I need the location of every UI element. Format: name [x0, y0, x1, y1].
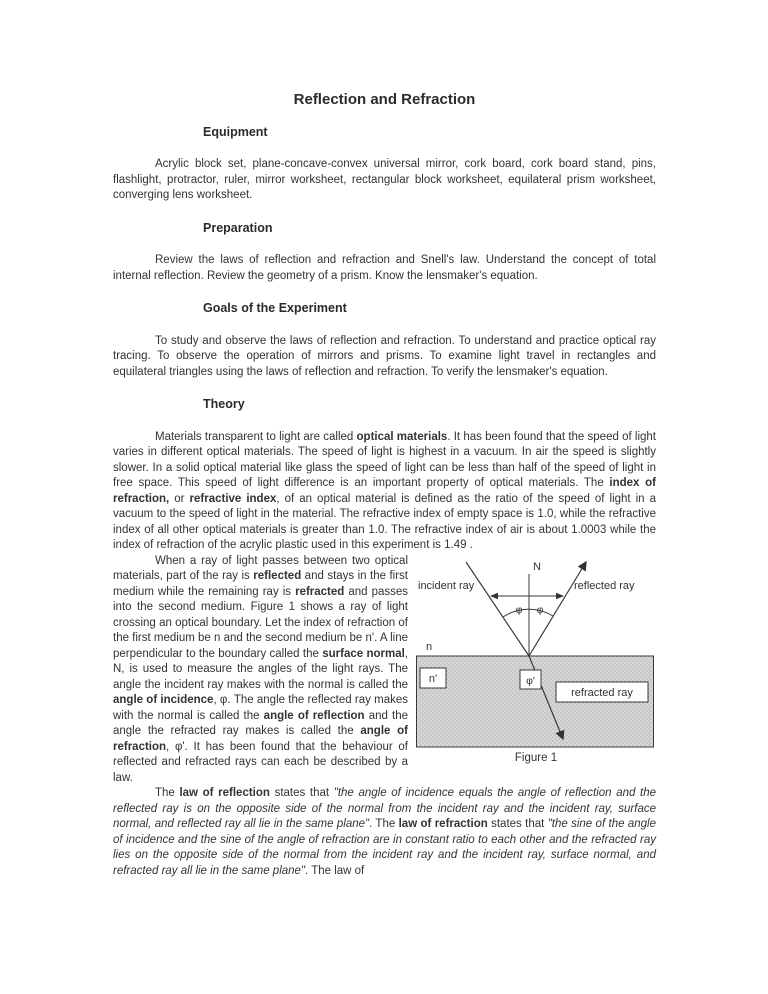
- double-arrow-right-head: [556, 592, 564, 598]
- angle-arc: [503, 609, 553, 617]
- refraction-diagram: [416, 556, 656, 748]
- paragraph-theory-1: Materials transparent to light are called optical materials. It has been found that the speed of light varies in different optical materials. The speed of light is highest in a vacuum. In air the speed is slightly slower. In a solid optical material like glass the speed of light can be less than half of the speed of light in free space. This speed of light difference is an important property of optical materials. The index of refraction, or refractive index, of an optical material is defined as the ratio of the speed of light in a vacuum to the speed of light in the material. The refractive index of empty space is 1.0, while the refractive index of all other optical materials is greater than 1.0. The refractive index of air is about 1.0003 while the index of refraction of the acrylic plastic used in this experiment is 1.49 .: [113, 430, 657, 551]
- heading-preparation: Preparation: [203, 220, 273, 235]
- paragraph-laws: The law of reflection states that "the angle of incidence equals the angle of reflection and the reflected ray is on the opposite side of the normal from the incident ray and the incident ray, surface normal, and reflected ray all lie in the same plane". The law of refraction states that "the sine of the angle of incidence and the sine of the angle of refraction are in constant ratio to each other and the refracted ray lies on the opposite side of the normal from the incident ray and the incident ray, surface normal, and refracted ray all lie in the same plane". The law of: [113, 787, 657, 877]
- document-title: Reflection and Refraction: [293, 91, 476, 108]
- angle-of-refraction-label: φ': [526, 674, 535, 687]
- normal-label: N: [533, 560, 541, 573]
- paragraph-goals: To study and observe the laws of reflection and refraction. To understand and practice optical ray tracing. To observe the operation of mirrors and prisms. To examine light travel in rectangles and equilateral triangles using the laws of reflection and refraction. To verify the lensmaker's equation.: [113, 334, 656, 378]
- medium2-index-label: n': [428, 672, 438, 685]
- heading-equipment: Equipment: [203, 124, 268, 139]
- heading-theory: Theory: [203, 397, 245, 411]
- refracted-ray-label: refracted ray: [571, 686, 633, 699]
- paragraph-equipment: Acrylic block set, plane-concave-convex universal mirror, cork board, cork board stand, pins, flashlight, protractor, ruler, mirror worksheet, rectangular block worksheet, equilateral prism worksheet, converging lens worksheet.: [113, 158, 656, 201]
- double-arrow-left-head: [490, 592, 498, 598]
- heading-goals: Goals of the Experiment: [203, 301, 347, 315]
- angle-of-reflection-label: φ: [536, 603, 544, 616]
- figure-caption: Figure 1: [514, 751, 558, 764]
- paragraph-preparation: Review the laws of reflection and refraction and Snell's law. Understand the concept of total internal reflection. Review the geometry of a prism. Know the lensmaker's equation.: [113, 254, 656, 282]
- theory-wrap-block: [113, 554, 656, 787]
- medium1-index-label: n: [426, 640, 433, 653]
- paragraph-theory-2: When a ray of light passes between two optical materials, part of the ray is reflected and stays in the first medium while the remaining ray is refracted and passes into the second medium. Figure 1 shows a ray of light crossing an optical boundary. Let the index of refraction of the first medium be n and the second medium be n'. A line perpendicular to the boundary called the surface normal, N, is used to measure the angles of the light rays. The angle the incident ray makes with the normal is called the angle of incidence, φ. The angle the reflected ray makes with the normal is called the angle of reflection and the angle the refracted ray makes is called the angle of refraction, φ'. It has been found that the behaviour of reflected and refracted rays can each be described by a law.: [113, 554, 409, 784]
- figure-1: [416, 556, 656, 767]
- incident-ray-label: incident ray: [418, 579, 475, 592]
- angle-of-incidence-label: φ: [515, 603, 523, 616]
- reflected-ray-label: reflected ray: [574, 579, 635, 592]
